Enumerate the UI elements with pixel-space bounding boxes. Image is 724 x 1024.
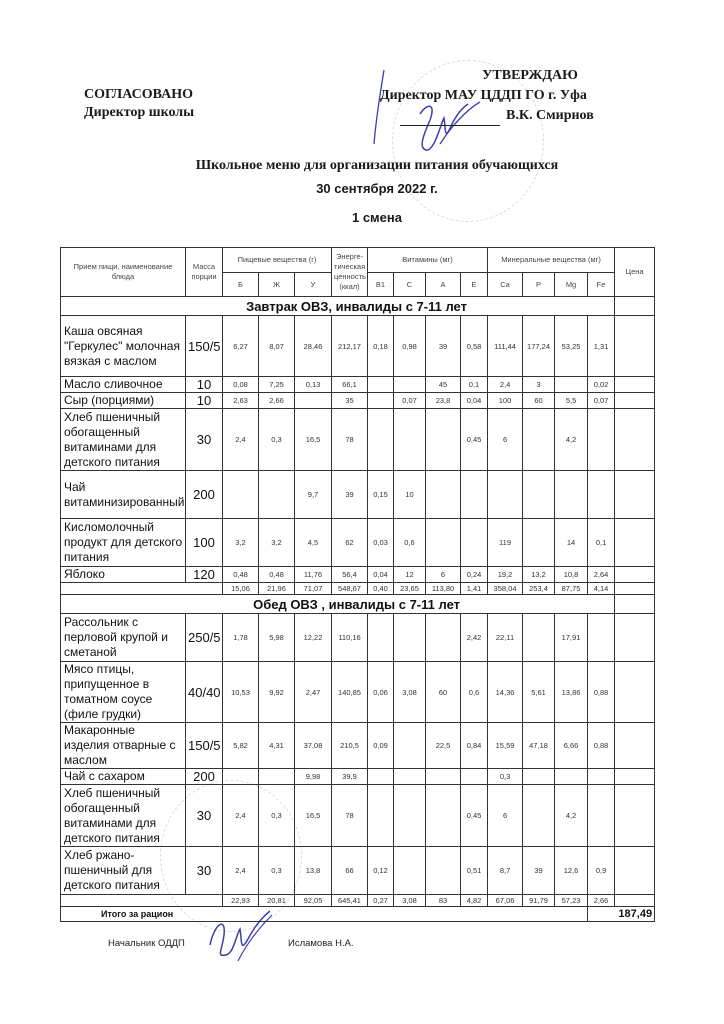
value-mg: 5,5: [555, 393, 588, 409]
value-p: [523, 409, 555, 471]
total-price: [615, 583, 655, 595]
dish-mass: 120: [186, 567, 223, 583]
value-energy: 39,9: [332, 769, 368, 785]
document-shift: 1 смена: [351, 210, 402, 225]
value-zh: [259, 471, 295, 519]
value-b1: [368, 769, 394, 785]
table-row: [61, 723, 655, 769]
value-mg: [555, 377, 588, 393]
value-u: 0,13: [295, 377, 332, 393]
header-carbs: У: [295, 273, 332, 297]
value-energy: 56,4: [332, 567, 368, 583]
value-b1: [368, 614, 394, 662]
value-b1: 0,12: [368, 847, 394, 895]
value-b: 2,4: [223, 785, 259, 847]
total-c: 23,65: [394, 583, 426, 595]
value-ca: 22,11: [488, 614, 523, 662]
value-energy: 210,5: [332, 723, 368, 769]
dish-mass: 10: [186, 393, 223, 409]
value-energy: 212,17: [332, 316, 368, 377]
value-energy: 78: [332, 409, 368, 471]
table-row: [61, 769, 655, 785]
header-fe: Fe: [588, 273, 615, 297]
value-a: 39: [426, 316, 461, 377]
value-e: 0,1: [461, 377, 488, 393]
agreed-position: Директор школы: [84, 105, 195, 120]
dish-mass: 40/40: [186, 662, 223, 723]
dish-mass: 200: [186, 769, 223, 785]
value-e: 0,45: [461, 409, 488, 471]
value-a: 6: [426, 567, 461, 583]
value-p: 47,18: [523, 723, 555, 769]
menu-table: [60, 247, 655, 922]
total-label-cell: [61, 583, 223, 595]
dish-mass: 150/5: [186, 316, 223, 377]
value-u: 4,5: [295, 519, 332, 567]
value-c: 0,98: [394, 316, 426, 377]
value-e: 0,45: [461, 785, 488, 847]
value-mg: 14: [555, 519, 588, 567]
section-total-row: [61, 895, 655, 907]
value-ca: 0,3: [488, 769, 523, 785]
value-b: 0,08: [223, 377, 259, 393]
footer-name: Исламова Н.А.: [288, 938, 354, 949]
value-a: [426, 785, 461, 847]
approved-block: [380, 66, 620, 126]
dish-mass: 250/5: [186, 614, 223, 662]
value-b: 2,4: [223, 409, 259, 471]
value-price: [615, 519, 655, 567]
value-u: 13,8: [295, 847, 332, 895]
dish-name: Яблоко: [61, 567, 186, 583]
value-ca: 15,59: [488, 723, 523, 769]
value-b: [223, 769, 259, 785]
table-row: [61, 471, 655, 519]
value-a: [426, 614, 461, 662]
total-mg: 87,75: [555, 583, 588, 595]
value-p: 39: [523, 847, 555, 895]
value-ca: 6: [488, 785, 523, 847]
value-price: [615, 785, 655, 847]
section-total-row: [61, 583, 655, 595]
value-ca: 111,44: [488, 316, 523, 377]
value-p: 177,24: [523, 316, 555, 377]
value-price: [615, 393, 655, 409]
value-u: 37,08: [295, 723, 332, 769]
value-u: [295, 393, 332, 409]
value-u: 9,7: [295, 471, 332, 519]
value-a: [426, 847, 461, 895]
total-label-cell: [61, 895, 223, 907]
document-date: 30 сентября 2022 г.: [316, 181, 438, 196]
value-b: [223, 471, 259, 519]
total-price: [615, 895, 655, 907]
value-u: 16,5: [295, 785, 332, 847]
value-e: 0,58: [461, 316, 488, 377]
value-c: [394, 377, 426, 393]
total-a: 83: [426, 895, 461, 907]
value-a: [426, 471, 461, 519]
value-p: [523, 471, 555, 519]
table-row: [61, 567, 655, 583]
value-b: 10,53: [223, 662, 259, 723]
value-e: 0,51: [461, 847, 488, 895]
value-ca: 6: [488, 409, 523, 471]
header-b1: B1: [368, 273, 394, 297]
value-a: 23,8: [426, 393, 461, 409]
value-b1: 0,09: [368, 723, 394, 769]
value-u: 2,47: [295, 662, 332, 723]
value-c: [394, 769, 426, 785]
dish-name: Сыр (порциями): [61, 393, 186, 409]
menu-body: [61, 297, 655, 922]
value-zh: 0,3: [259, 409, 295, 471]
value-c: [394, 409, 426, 471]
header-e: E: [461, 273, 488, 297]
value-zh: 0,3: [259, 785, 295, 847]
value-price: [615, 723, 655, 769]
dish-name: Макаронные изделия отварные с маслом: [61, 723, 186, 769]
value-b1: 0,04: [368, 567, 394, 583]
value-u: 28,46: [295, 316, 332, 377]
value-b: 0,48: [223, 567, 259, 583]
value-a: 60: [426, 662, 461, 723]
header-mass: Масса порции: [186, 248, 223, 297]
total-c: 3,08: [394, 895, 426, 907]
section-header-row: [61, 595, 655, 614]
value-a: [426, 519, 461, 567]
value-c: [394, 847, 426, 895]
value-energy: 110,16: [332, 614, 368, 662]
header-ca: Ca: [488, 273, 523, 297]
signature-line: [400, 111, 500, 126]
value-ca: 100: [488, 393, 523, 409]
dish-name: Мясо птицы, припущенное в томатном соусе (филе грудки): [61, 662, 186, 723]
header-price: Цена: [615, 248, 655, 297]
value-b: 1,78: [223, 614, 259, 662]
value-price: [615, 567, 655, 583]
dish-mass: 30: [186, 847, 223, 895]
value-b: 2,63: [223, 393, 259, 409]
dish-mass: 30: [186, 785, 223, 847]
total-b1: 0,40: [368, 583, 394, 595]
value-c: [394, 723, 426, 769]
total-zh: 20,81: [259, 895, 295, 907]
header-mg: Mg: [555, 273, 588, 297]
value-zh: 9,92: [259, 662, 295, 723]
total-fe: 4,14: [588, 583, 615, 595]
value-zh: [259, 769, 295, 785]
section-title: Завтрак ОВЗ, инвалиды с 7-11 лет: [61, 297, 615, 316]
value-energy: 39: [332, 471, 368, 519]
total-b1: 0,27: [368, 895, 394, 907]
value-fe: [588, 614, 615, 662]
value-a: [426, 769, 461, 785]
dish-mass: 30: [186, 409, 223, 471]
value-u: 16,5: [295, 409, 332, 471]
table-row: [61, 519, 655, 567]
header-protein: Б: [223, 273, 259, 297]
header-a: A: [426, 273, 461, 297]
value-fe: 1,31: [588, 316, 615, 377]
value-zh: 7,25: [259, 377, 295, 393]
value-zh: 5,98: [259, 614, 295, 662]
value-p: [523, 614, 555, 662]
table-row: [61, 614, 655, 662]
value-c: 12: [394, 567, 426, 583]
value-u: 11,76: [295, 567, 332, 583]
value-e: 2,42: [461, 614, 488, 662]
value-fe: 0,07: [588, 393, 615, 409]
value-mg: 17,91: [555, 614, 588, 662]
header-c: C: [394, 273, 426, 297]
value-u: 12,22: [295, 614, 332, 662]
price-cell: [615, 297, 655, 316]
value-a: [426, 409, 461, 471]
section-title: Обед ОВЗ , инвалиды с 7-11 лет: [61, 595, 615, 614]
value-b1: 0,15: [368, 471, 394, 519]
value-b1: 0,06: [368, 662, 394, 723]
total-u: 71,07: [295, 583, 332, 595]
value-b: 6,27: [223, 316, 259, 377]
value-b1: 0,03: [368, 519, 394, 567]
total-u: 92,05: [295, 895, 332, 907]
dish-mass: 150/5: [186, 723, 223, 769]
value-zh: 8,07: [259, 316, 295, 377]
dish-name: Масло сливочное: [61, 377, 186, 393]
footer: [108, 938, 354, 949]
table-row: [61, 662, 655, 723]
value-u: 9,98: [295, 769, 332, 785]
value-price: [615, 409, 655, 471]
value-ca: 119: [488, 519, 523, 567]
value-p: 5,61: [523, 662, 555, 723]
value-ca: 14,36: [488, 662, 523, 723]
table-row: [61, 393, 655, 409]
value-c: 0,6: [394, 519, 426, 567]
approved-name: В.К. Смирнов: [506, 108, 594, 123]
value-b: 2,4: [223, 847, 259, 895]
grand-total-row: [61, 907, 655, 922]
total-energy: 548,67: [332, 583, 368, 595]
total-b: 15,06: [223, 583, 259, 595]
value-fe: 0,88: [588, 723, 615, 769]
dish-name: Хлеб пшеничный обогащенный витаминами для детского питания: [61, 785, 186, 847]
price-cell: [615, 595, 655, 614]
total-fe: 2,66: [588, 895, 615, 907]
table-row: [61, 377, 655, 393]
value-fe: 2,64: [588, 567, 615, 583]
total-e: 4,82: [461, 895, 488, 907]
value-fe: 0,02: [588, 377, 615, 393]
value-p: [523, 769, 555, 785]
table-row: [61, 847, 655, 895]
value-e: 0,84: [461, 723, 488, 769]
value-ca: 8,7: [488, 847, 523, 895]
value-fe: [588, 769, 615, 785]
dish-name: Хлеб ржано-пшеничный для детского питания: [61, 847, 186, 895]
value-b1: [368, 377, 394, 393]
agreed-block: [84, 86, 194, 122]
value-p: [523, 785, 555, 847]
value-zh: 0,3: [259, 847, 295, 895]
value-mg: [555, 769, 588, 785]
value-fe: 0,9: [588, 847, 615, 895]
grand-total-label: Итого за рацион: [61, 907, 588, 922]
total-energy: 645,41: [332, 895, 368, 907]
value-energy: 35: [332, 393, 368, 409]
total-ca: 358,04: [488, 583, 523, 595]
value-price: [615, 769, 655, 785]
value-price: [615, 847, 655, 895]
total-mg: 57,23: [555, 895, 588, 907]
value-fe: [588, 471, 615, 519]
value-fe: 0,88: [588, 662, 615, 723]
approved-signature-line: [380, 106, 620, 126]
dish-name: Рассольник с перловой крупой и сметаной: [61, 614, 186, 662]
footer-position: Начальник ОДДП: [108, 938, 185, 949]
value-e: 0,24: [461, 567, 488, 583]
value-price: [615, 614, 655, 662]
value-p: 3: [523, 377, 555, 393]
total-a: 113,80: [426, 583, 461, 595]
table-row: [61, 316, 655, 377]
value-energy: 66,1: [332, 377, 368, 393]
value-mg: 12,6: [555, 847, 588, 895]
agreed-title: СОГЛАСОВАНО: [84, 87, 193, 102]
value-c: 3,08: [394, 662, 426, 723]
grand-total-value: 187,49: [588, 907, 655, 922]
total-e: 1,41: [461, 583, 488, 595]
document-title: Школьное меню для организации питания обучающихся: [195, 158, 559, 173]
value-ca: 2,4: [488, 377, 523, 393]
header-minerals: Минеральные вещества (мг): [488, 248, 615, 273]
value-zh: 4,31: [259, 723, 295, 769]
value-fe: [588, 785, 615, 847]
value-energy: 66: [332, 847, 368, 895]
value-c: [394, 785, 426, 847]
value-c: [394, 614, 426, 662]
value-price: [615, 662, 655, 723]
value-mg: 13,86: [555, 662, 588, 723]
value-c: 0,07: [394, 393, 426, 409]
value-e: 0,04: [461, 393, 488, 409]
value-zh: 2,66: [259, 393, 295, 409]
value-mg: 4,2: [555, 409, 588, 471]
value-price: [615, 377, 655, 393]
value-price: [615, 471, 655, 519]
value-c: 10: [394, 471, 426, 519]
header-dish: Прием пищи, наименование блюда: [61, 248, 186, 297]
total-p: 253,4: [523, 583, 555, 595]
table-row: [61, 785, 655, 847]
value-zh: 0,48: [259, 567, 295, 583]
value-e: [461, 769, 488, 785]
header-energy: Энерге-тическая ценность (ккал): [332, 248, 368, 297]
dish-name: Чай с сахаром: [61, 769, 186, 785]
approved-position: Директор МАУ ЦДДП ГО г. Уфа: [380, 88, 587, 103]
value-energy: 78: [332, 785, 368, 847]
value-e: [461, 471, 488, 519]
total-ca: 67,06: [488, 895, 523, 907]
section-header-row: [61, 297, 655, 316]
dish-name: Хлеб пшеничный обогащенный витаминами для детского питания: [61, 409, 186, 471]
value-a: 45: [426, 377, 461, 393]
total-zh: 21,96: [259, 583, 295, 595]
value-b1: [368, 409, 394, 471]
header-fat: Ж: [259, 273, 295, 297]
value-price: [615, 316, 655, 377]
dish-name: Кисломолочный продукт для детского питания: [61, 519, 186, 567]
value-p: [523, 519, 555, 567]
value-energy: 62: [332, 519, 368, 567]
value-ca: [488, 471, 523, 519]
header-vitamins: Витамины (мг): [368, 248, 488, 273]
value-b1: 0,18: [368, 316, 394, 377]
dish-mass: 200: [186, 471, 223, 519]
total-b: 22,93: [223, 895, 259, 907]
value-p: 60: [523, 393, 555, 409]
value-e: [461, 519, 488, 567]
dish-name: Каша овсяная "Геркулес" молочная вязкая с маслом: [61, 316, 186, 377]
value-energy: 140,85: [332, 662, 368, 723]
value-a: 22,5: [426, 723, 461, 769]
header-nutrients: Пищевые вещества (г): [223, 248, 332, 273]
dish-mass: 100: [186, 519, 223, 567]
total-p: 91,79: [523, 895, 555, 907]
value-mg: [555, 471, 588, 519]
table-row: [61, 409, 655, 471]
dish-name: Чай витаминизированный: [61, 471, 186, 519]
value-fe: [588, 409, 615, 471]
value-ca: 19,2: [488, 567, 523, 583]
header-p: P: [523, 273, 555, 297]
value-b: 3,2: [223, 519, 259, 567]
value-b: 5,82: [223, 723, 259, 769]
value-mg: 53,25: [555, 316, 588, 377]
value-mg: 4,2: [555, 785, 588, 847]
value-e: 0,6: [461, 662, 488, 723]
value-b1: [368, 785, 394, 847]
value-zh: 3,2: [259, 519, 295, 567]
dish-mass: 10: [186, 377, 223, 393]
approved-title: УТВЕРЖДАЮ: [482, 68, 578, 83]
value-mg: 6,66: [555, 723, 588, 769]
value-p: 13,2: [523, 567, 555, 583]
value-b1: [368, 393, 394, 409]
value-fe: 0,1: [588, 519, 615, 567]
value-mg: 10,8: [555, 567, 588, 583]
